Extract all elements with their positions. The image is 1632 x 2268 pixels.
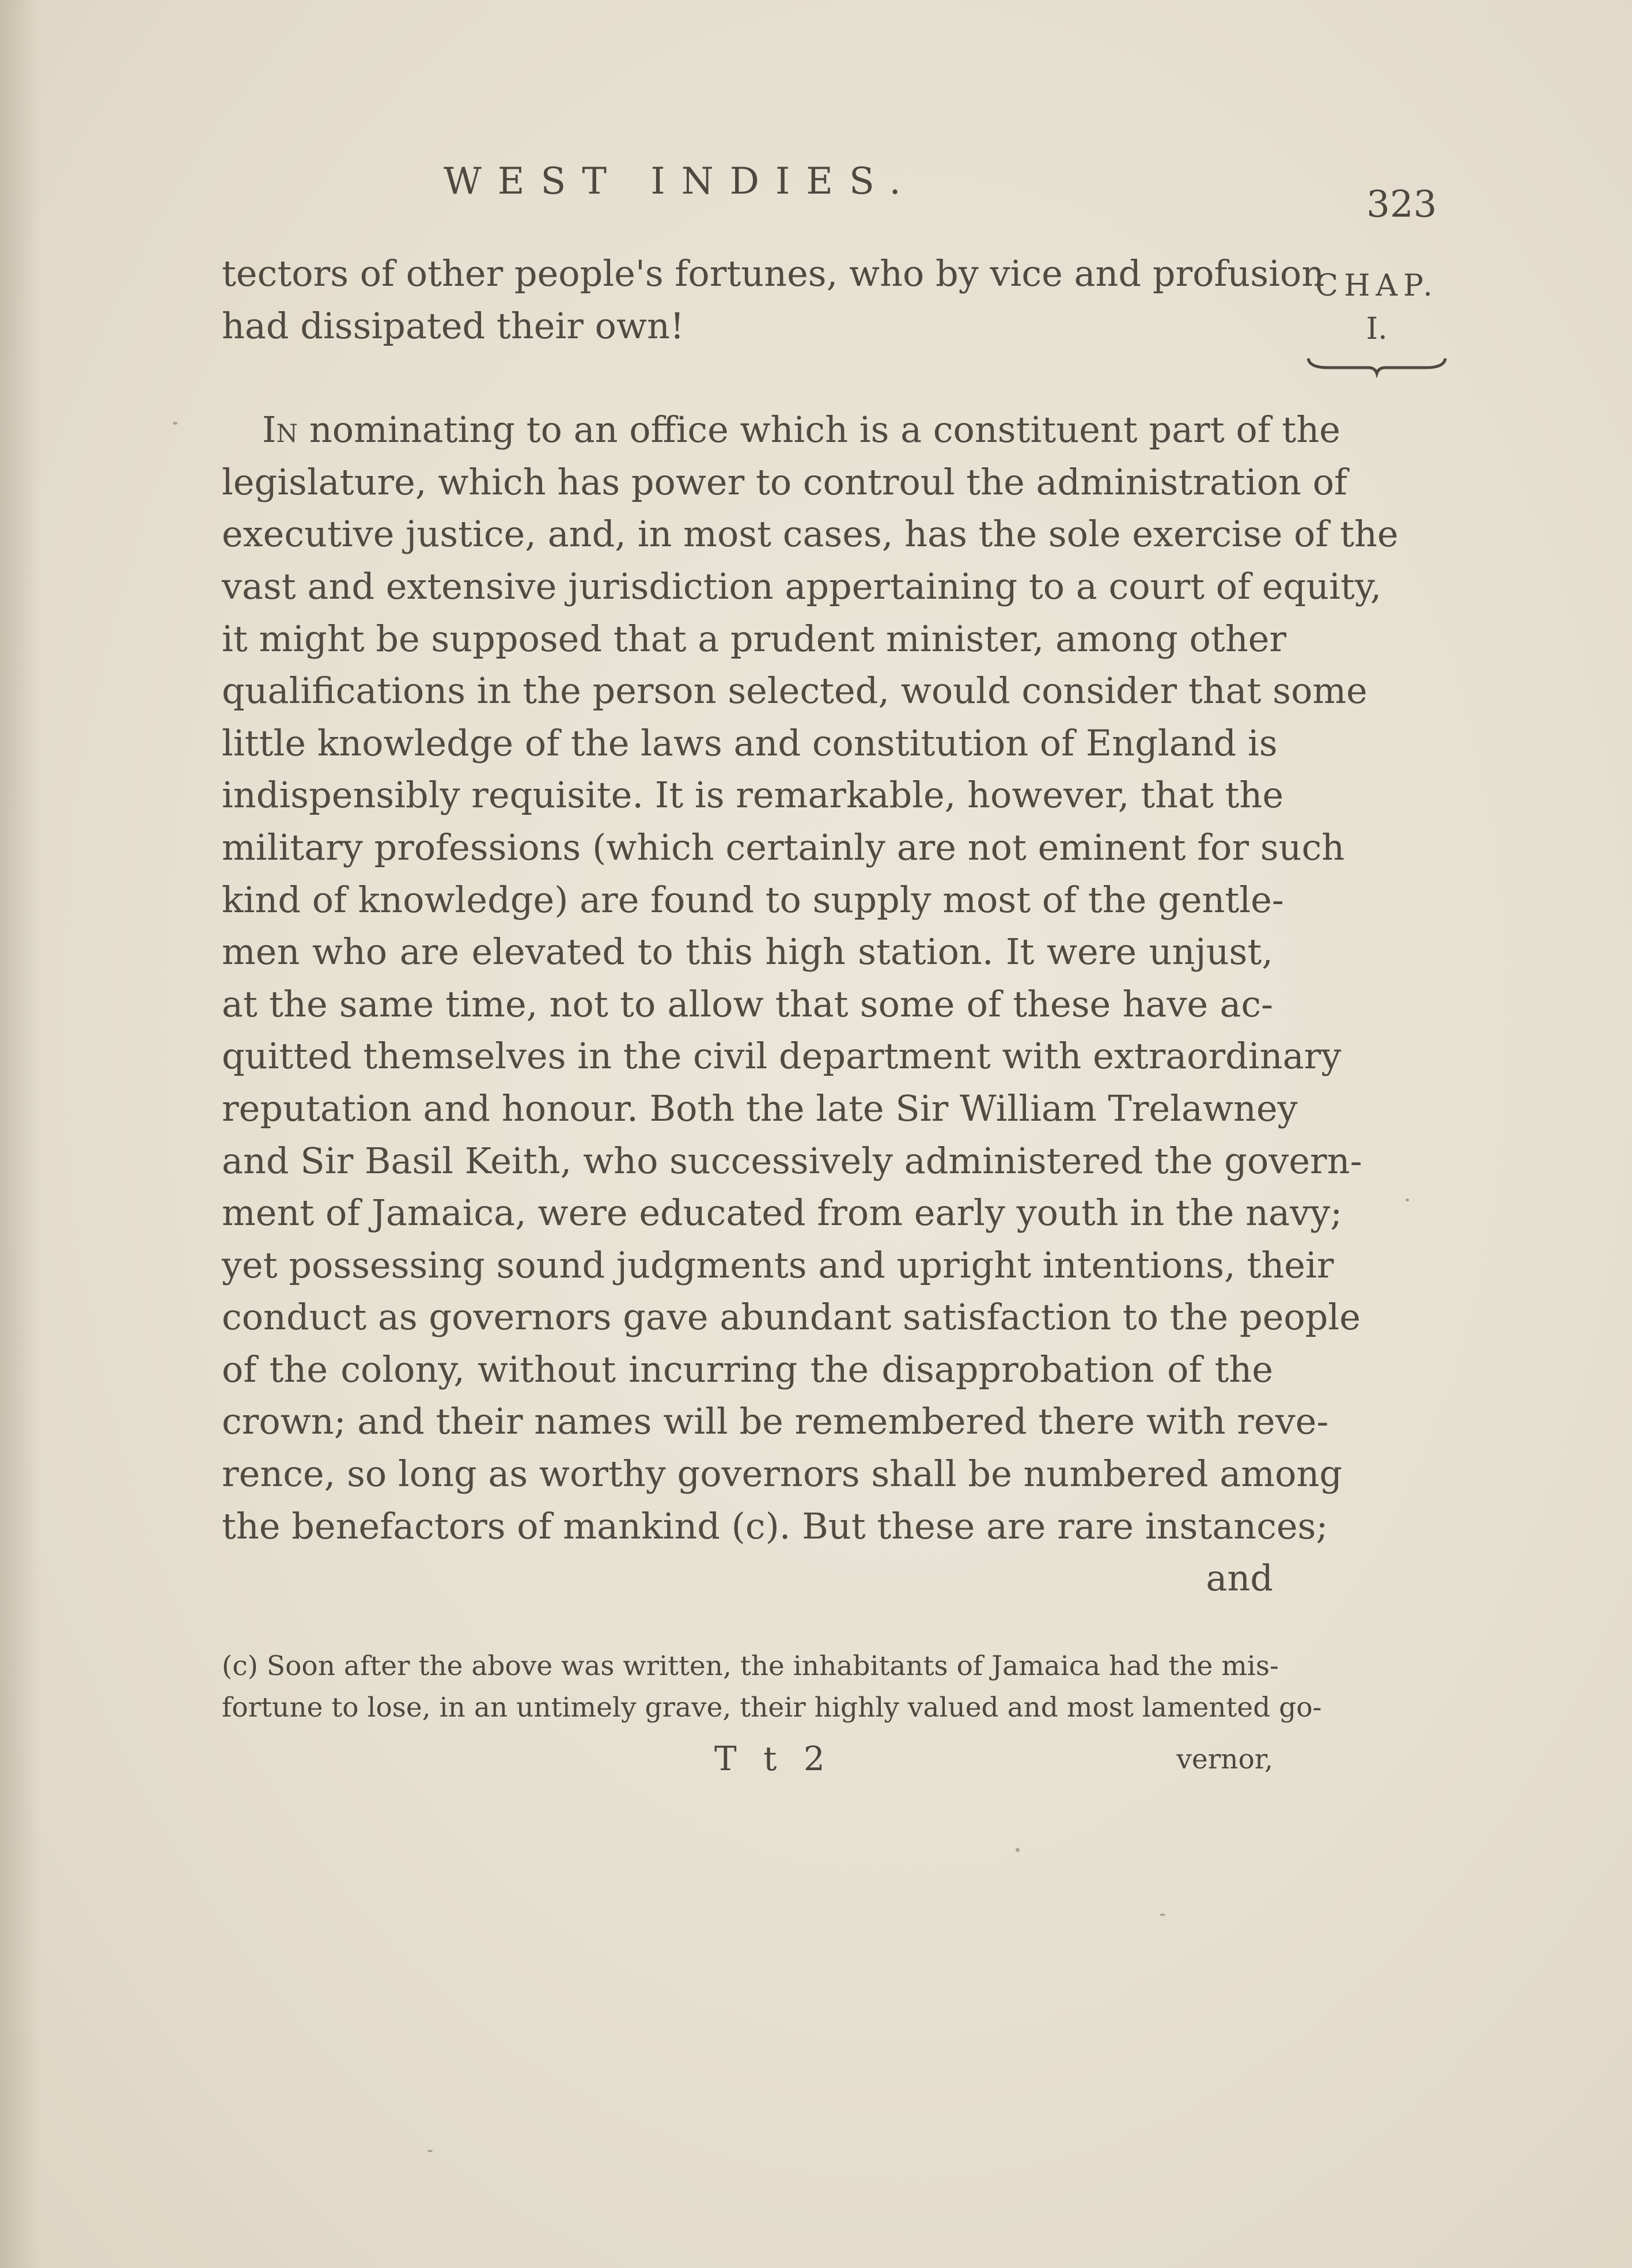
text-line: military professions (which certainly are not eminent for such <box>222 826 1345 868</box>
text-line: men who are elevated to this high station. It were unjust, <box>222 931 1273 973</box>
footnote-line: fortune to lose, in an untimely grave, their highly valued and most lamented go- <box>222 1692 1322 1723</box>
text-line: little knowledge of the laws and constitution of England is <box>222 721 1278 764</box>
signature-mark: T t 2 <box>714 1739 833 1778</box>
text-line: legislature, which has power to controul the administration of <box>222 460 1347 503</box>
text-line: and Sir Basil Keith, who successively administered the govern- <box>222 1139 1362 1182</box>
text-line: kind of knowledge) are found to supply most of the gentle- <box>222 878 1284 921</box>
running-head: WEST INDIES. <box>444 160 917 203</box>
text-line: of the colony, without incurring the disapprobation of the <box>222 1348 1273 1390</box>
paper-speck <box>1406 1199 1409 1201</box>
text-line: executive justice, and, in most cases, has the sole exercise of the <box>222 513 1399 555</box>
text-line: yet possessing sound judgments and upright intentions, their <box>222 1243 1334 1286</box>
text-line: the benefactors of mankind (c). But these are rare instances; <box>222 1505 1328 1547</box>
text-line: at the same time, not to allow that some of these have ac- <box>222 982 1273 1025</box>
text-line: crown; and their names will be remembered there with reve- <box>222 1400 1329 1443</box>
text-line: qualifications in the person selected, would consider that some <box>222 670 1368 712</box>
page-number: 323 <box>1366 183 1437 226</box>
brace-ornament-icon <box>1305 355 1449 378</box>
text-line <box>222 404 1341 456</box>
catchline: and <box>1206 1557 1273 1600</box>
paragraph-initial: In <box>262 409 298 451</box>
text-line: reputation and honour. Both the late Sir William Trelawney <box>222 1087 1298 1129</box>
text-line: tectors of other people's fortunes, who by vice and profusion <box>222 252 1325 294</box>
chapter-number: I. <box>1366 312 1388 346</box>
paper-speck <box>173 422 177 425</box>
paragraph-gap <box>222 352 1273 404</box>
gutter-shadow <box>0 0 40 2268</box>
text-line: rence, so long as worthy governors shall be numbered among <box>222 1453 1342 1495</box>
catchword: vernor, <box>1176 1744 1273 1775</box>
footnote-line: (c) Soon after the above was written, the inhabitants of Jamaica had the mis- <box>222 1650 1279 1682</box>
text-line: conduct as governors gave abundant satisfaction to the people <box>222 1296 1361 1339</box>
chapter-label: CHAP. <box>1315 269 1438 303</box>
text-line: ment of Jamaica, were educated from early youth in the navy; <box>222 1192 1342 1234</box>
text-line: indispensibly requisite. It is remarkable, however, that the <box>222 774 1284 817</box>
text-line: had dissipated their own! <box>222 304 684 347</box>
paper-speck <box>427 2150 433 2152</box>
paper-speck <box>1016 1848 1020 1852</box>
text-line: quitted themselves in the civil department with extraordinary <box>222 1035 1342 1078</box>
footnote <box>222 1646 1322 1729</box>
paper-speck <box>1160 1914 1165 1916</box>
text-line: it might be supposed that a prudent minister, among other <box>222 617 1287 660</box>
text-line: vast and extensive jurisdiction appertaining to a court of equity, <box>222 565 1382 607</box>
text-line-rest: nominating to an office which is a constituent part of the <box>298 409 1341 451</box>
